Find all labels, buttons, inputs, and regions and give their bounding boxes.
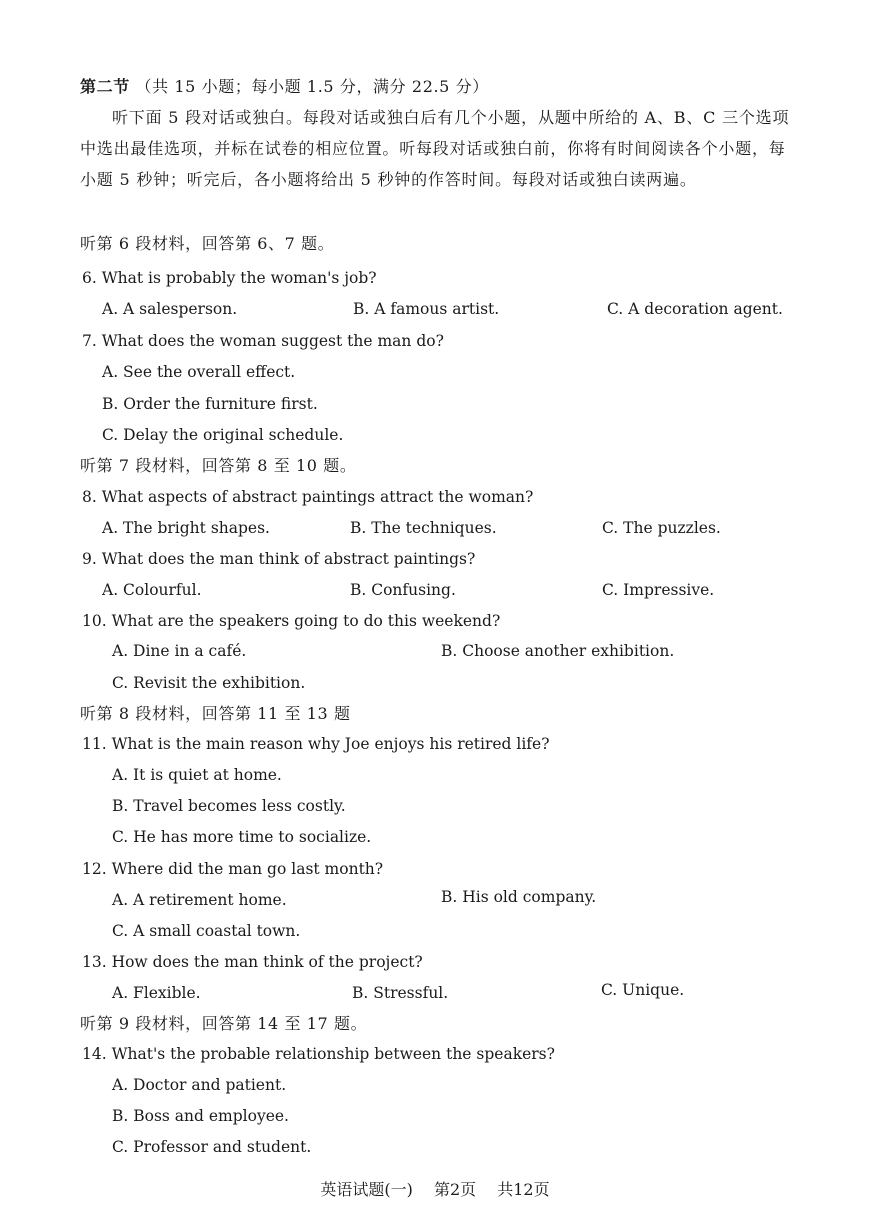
footer-total-pages: 共12页	[497, 1180, 550, 1199]
option-a: A. A salesperson.	[102, 300, 238, 318]
question-stem: 9. What does the man think of abstract paintings?	[82, 550, 476, 568]
option-c: C. Impressive.	[602, 581, 715, 599]
section-label: 第二节	[80, 77, 130, 96]
option-c: C. Revisit the exhibition.	[112, 674, 306, 692]
group-heading: 听第 7 段材料，回答第 8 至 10 题。	[80, 456, 357, 475]
option-c: C. Unique.	[601, 981, 685, 999]
option-a: A. See the overall effect.	[102, 363, 296, 381]
option-a: A. Dine in a café.	[112, 642, 247, 660]
option-c: C. He has more time to socialize.	[112, 828, 372, 846]
option-a: A. A retirement home.	[112, 891, 287, 909]
option-b: B. Travel becomes less costly.	[112, 797, 346, 815]
option-c: C. A small coastal town.	[112, 922, 301, 940]
option-a: A. Flexible.	[112, 984, 201, 1002]
option-c: C. The puzzles.	[602, 519, 721, 537]
question-stem: 14. What's the probable relationship between the speakers?	[82, 1045, 555, 1063]
option-b: B. Order the furniture first.	[102, 395, 318, 413]
option-a: A. Colourful.	[102, 581, 202, 599]
option-b: B. The techniques.	[350, 519, 497, 537]
group-heading: 听第 8 段材料，回答第 11 至 13 题	[80, 704, 351, 723]
question-stem: 12. Where did the man go last month?	[82, 860, 384, 878]
question-stem: 13. How does the man think of the project?	[82, 953, 423, 971]
question-stem: 8. What aspects of abstract paintings attract the woman?	[82, 488, 534, 506]
option-a: A. Doctor and patient.	[112, 1076, 287, 1094]
question-stem: 10. What are the speakers going to do this weekend?	[82, 612, 501, 630]
option-b: B. His old company.	[441, 888, 597, 906]
section-instructions: 听下面 5 段对话或独白。每段对话或独白后有几个小题，从题中所给的 A、B、C 三个选项中选出最佳选项，并标在试卷的相应位置。听每段对话或独白前，你将有时间阅读各个小题，每小题 5 秒钟；听完后，各小题将给出 5 秒钟的作答时间。每段对话或独白读两遍。	[80, 108, 790, 189]
option-a: A. It is quiet at home.	[112, 766, 282, 784]
question-stem: 6. What is probably the woman's job?	[82, 269, 377, 287]
option-c: C. Delay the original schedule.	[102, 426, 344, 444]
option-b: B. Confusing.	[350, 581, 456, 599]
option-c: C. A decoration agent.	[607, 300, 783, 318]
footer-title: 英语试题(一)	[320, 1180, 413, 1199]
page-footer	[0, 1177, 870, 1200]
section-header	[80, 77, 489, 97]
option-b: B. Stressful.	[352, 984, 449, 1002]
section-info: （共 15 小题；每小题 1.5 分，满分 22.5 分）	[135, 77, 489, 96]
option-b: B. Choose another exhibition.	[441, 642, 675, 660]
option-a: A. The bright shapes.	[102, 519, 270, 537]
question-stem: 11. What is the main reason why Joe enjoys his retired life?	[82, 735, 550, 753]
group-heading: 听第 6 段材料，回答第 6、7 题。	[80, 234, 335, 253]
option-b: B. Boss and employee.	[112, 1107, 289, 1125]
footer-page-number: 第2页	[433, 1180, 477, 1199]
group-heading: 听第 9 段材料，回答第 14 至 17 题。	[80, 1014, 368, 1033]
question-stem: 7. What does the woman suggest the man do?	[82, 332, 444, 350]
option-b: B. A famous artist.	[353, 300, 500, 318]
option-c: C. Professor and student.	[112, 1138, 312, 1156]
